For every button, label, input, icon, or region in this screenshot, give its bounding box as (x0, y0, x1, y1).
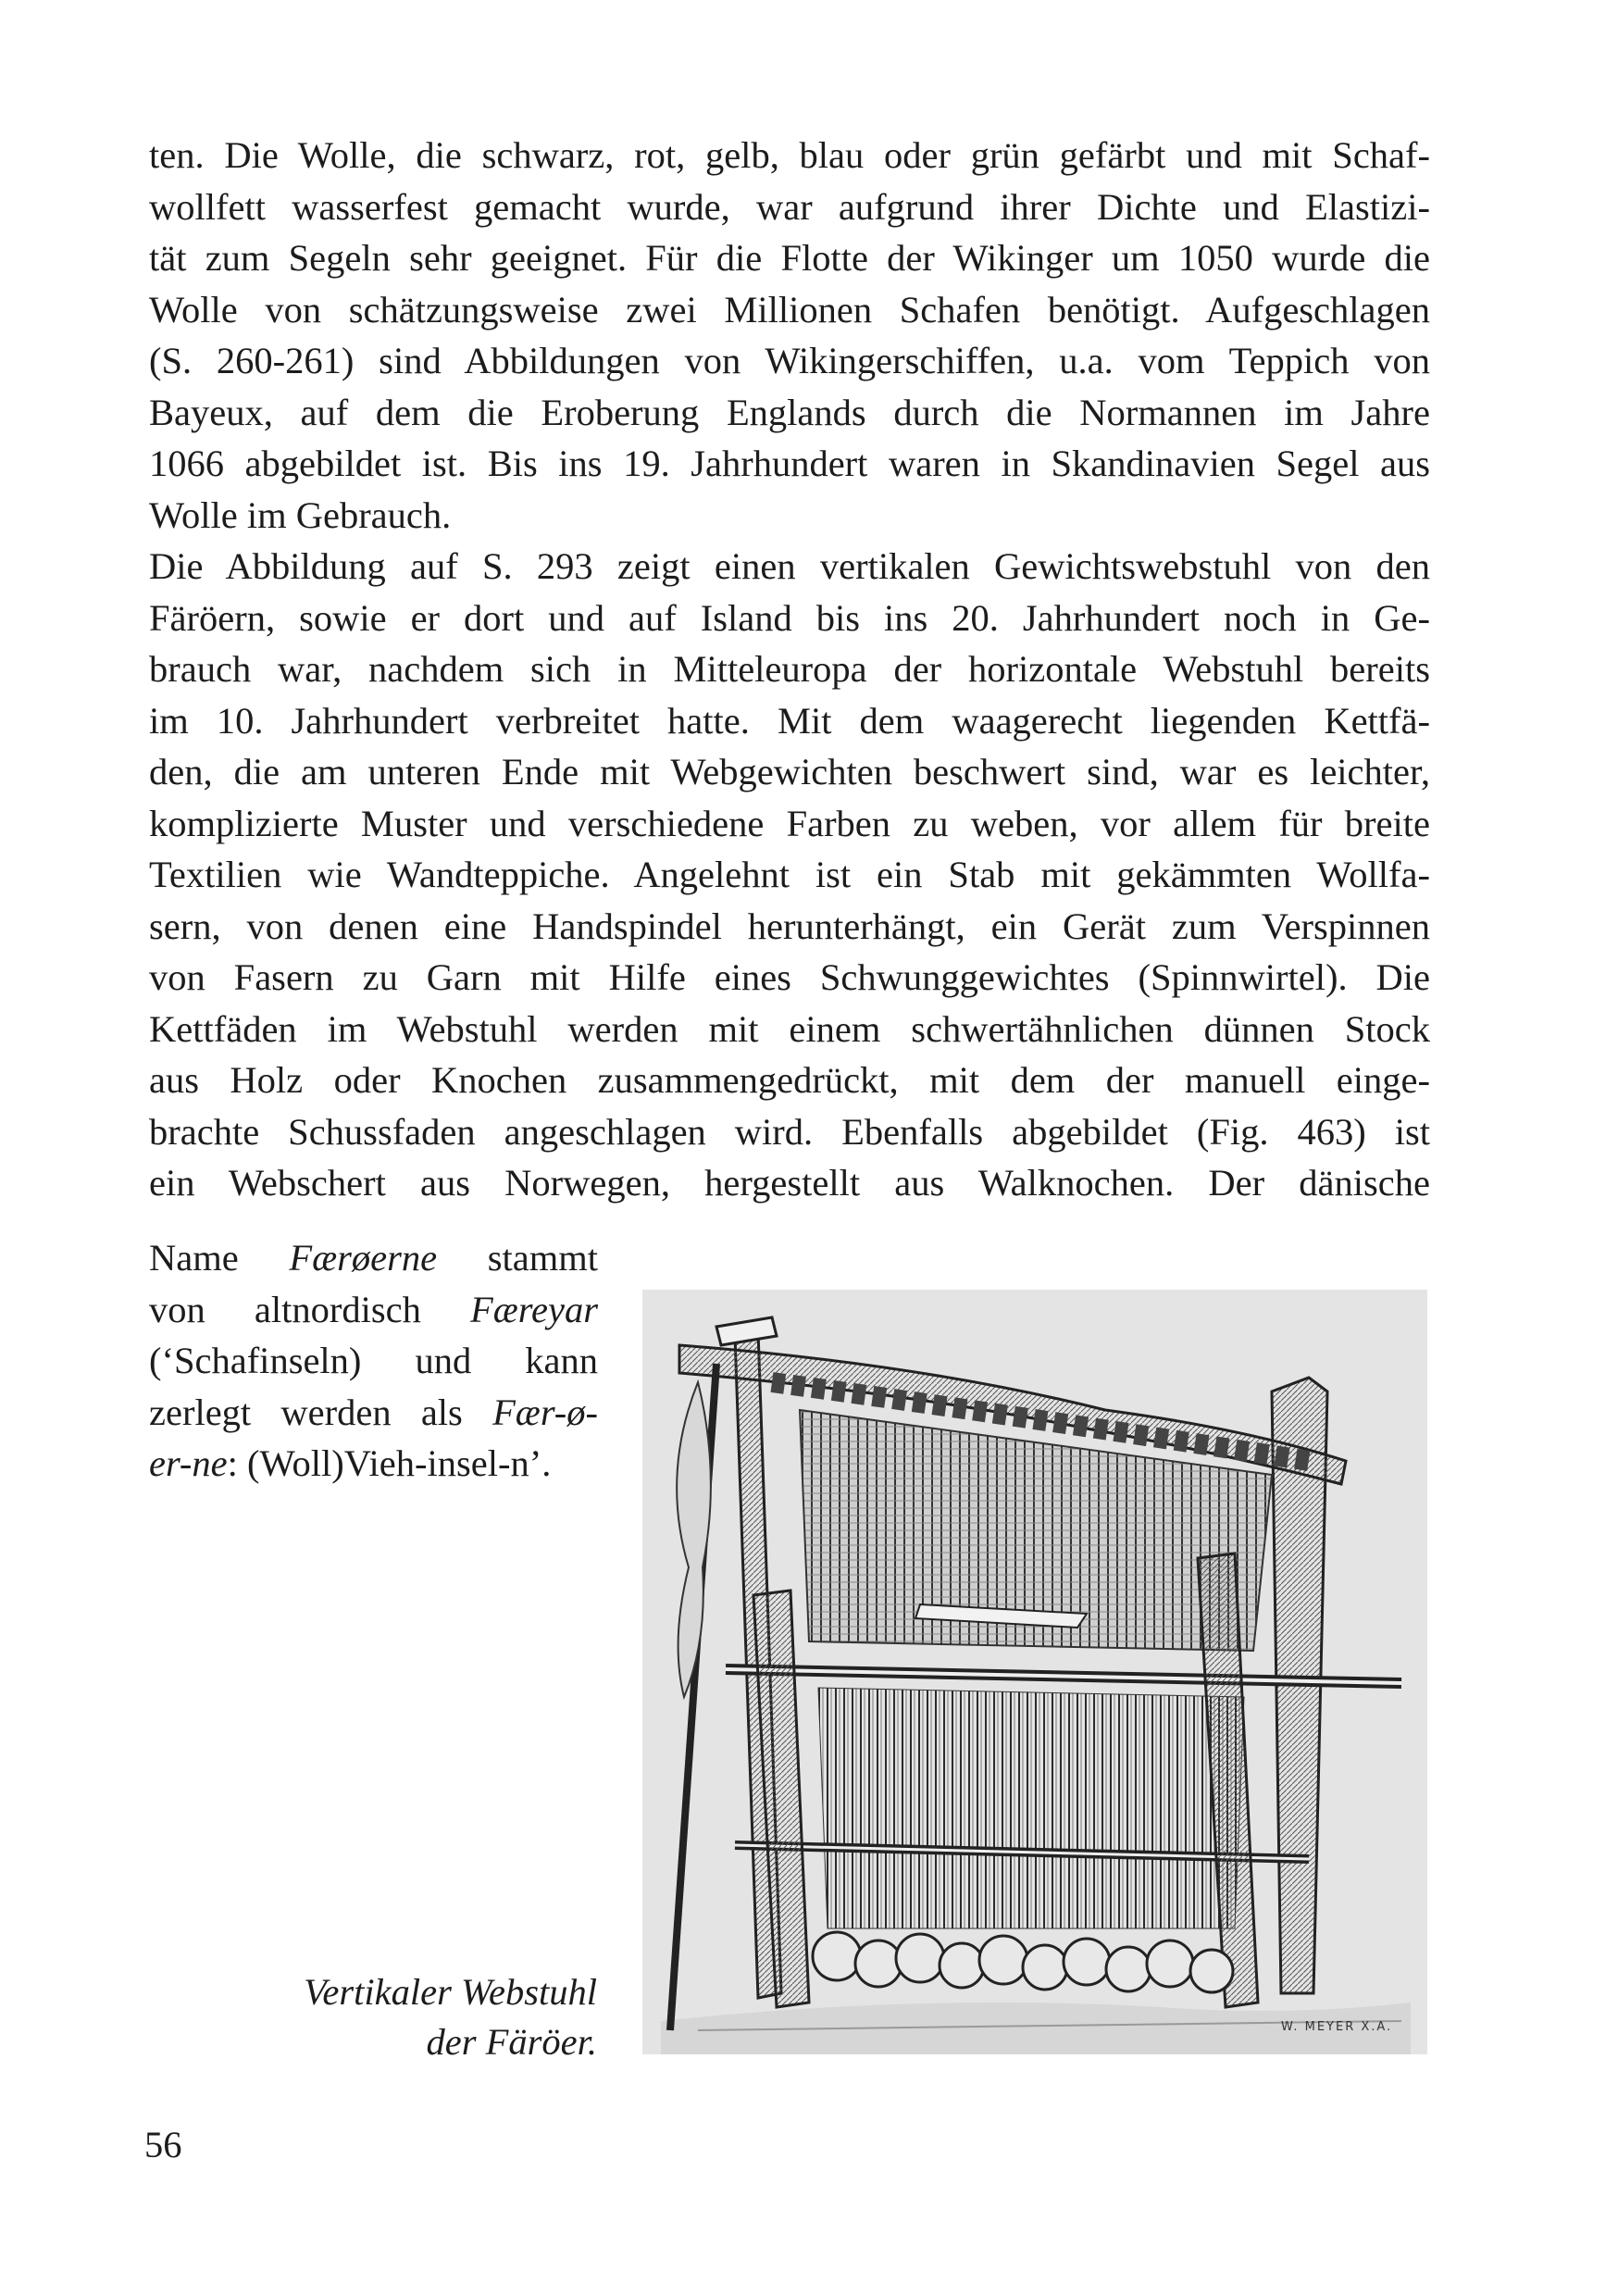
figure-caption (278, 1967, 597, 2067)
text-line: aus Holz oder Knochen zusammengedrückt, mit dem der manuell einge- (149, 1059, 1430, 1101)
italic-term: Færøerne (289, 1237, 438, 1279)
text-run: stammt (437, 1237, 598, 1279)
text-line: Textilien wie Wandteppiche. Angelehnt ist ein Stab mit gekämmten Wollfa- (149, 854, 1430, 895)
caption-line: der Färöer. (426, 2021, 597, 2063)
italic-term: er-ne (149, 1442, 228, 1484)
text-line: den, die am unteren Ende mit Webgewichten beschwert sind, war es leichter, (149, 751, 1430, 792)
text-line: (S. 260-261) sind Abbildungen von Wikingerschiffen, u.a. vom Teppich von (149, 340, 1430, 381)
text-line: wollfett wasserfest gemacht wurde, war aufgrund ihrer Dichte und Elastizi- (149, 185, 1430, 228)
text-line (149, 1232, 598, 1284)
text-line: im 10. Jahrhundert verbreitet hatte. Mit dem waagerecht liegenden Kettfä- (149, 699, 1430, 742)
text-line (149, 1387, 598, 1439)
text-line: Wolle im Gebrauch. (149, 493, 452, 536)
text-line: brauch war, nachdem sich in Mitteleuropa der horizontale Webstuhl bereits (149, 648, 1430, 690)
italic-term: Fær-ø- (492, 1391, 598, 1433)
text-line: Wolle von schätzungsweise zwei Millionen Schafen benötigt. Aufgeschlagen (149, 288, 1430, 331)
text-line: tät zum Segeln sehr geeignet. Für die Flotte der Wikinger um 1050 wurde die (149, 237, 1430, 279)
caption-line: Vertikaler Webstuhl (304, 1971, 597, 2013)
text-line: Bayeux, auf dem die Eroberung Englands durch die Normannen im Jahre (149, 391, 1430, 433)
text-run: Name (149, 1237, 290, 1279)
page-number: 56 (144, 2124, 182, 2165)
illustrator-signature: W. MEYER X.A. (1281, 2020, 1393, 2034)
text-line (149, 1284, 598, 1336)
loom-illustration (642, 1290, 1427, 2054)
text-line: Die Abbildung auf S. 293 zeigt einen vertikalen Gewichtswebstuhl von den (149, 545, 1430, 587)
text-run: zerlegt werden als (149, 1391, 493, 1433)
text-run: : (Woll)Vieh-insel-n’. (227, 1442, 552, 1484)
text-line: ten. Die Wolle, die schwarz, rot, gelb, blau oder grün gefärbt und mit Schaf- (149, 134, 1430, 176)
wrapped-paragraph (149, 1232, 598, 1490)
text-line (149, 1438, 598, 1490)
text-line: (‘Schafinseln) und kann (149, 1340, 598, 1381)
text-line: 1066 abgebildet ist. Bis ins 19. Jahrhundert waren in Skandinavien Segel aus (149, 443, 1430, 484)
text-line: ein Webschert aus Norwegen, hergestellt aus Walknochen. Der dänische (149, 1162, 1430, 1204)
loom-engraving (642, 1290, 1427, 2054)
text-line: komplizierte Muster und verschiedene Farben zu weben, vor allem für breite (149, 802, 1430, 844)
text-run: von altnordisch (149, 1288, 471, 1330)
text-line: brachte Schussfaden angeschlagen wird. Ebenfalls abgebildet (Fig. 463) ist (149, 1110, 1430, 1153)
main-paragraphs (149, 130, 1430, 1209)
italic-term: Færeyar (470, 1288, 598, 1330)
text-line: Färöern, sowie er dort und auf Island bis ins 20. Jahrhundert noch in Ge- (149, 596, 1430, 639)
text-line: von Fasern zu Garn mit Hilfe eines Schwunggewichtes (Spinnwirtel). Die (149, 956, 1430, 998)
text-line: sern, von denen eine Handspindel herunterhängt, ein Gerät zum Verspinnen (149, 905, 1430, 947)
text-line: Kettfäden im Webstuhl werden mit einem schwertähnlichen dünnen Stock (149, 1007, 1430, 1050)
